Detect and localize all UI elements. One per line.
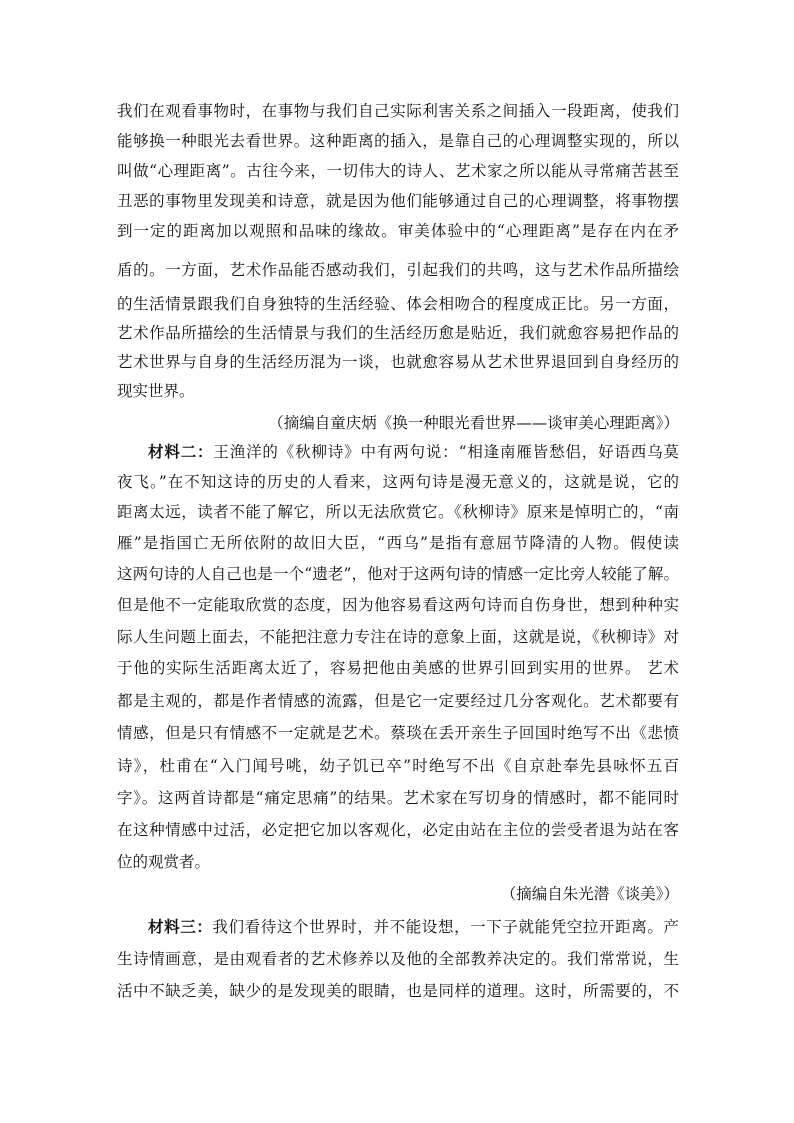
body-line: 现实世界。 — [117, 382, 195, 400]
body-line: 叫做“心理距离”。古往今来，一切伟大的诗人、艺术家之所以能从寻常痛苦甚至 — [117, 162, 679, 180]
body-text: 王渔洋的《秋柳诗》中有两句说：“相逢南雁皆愁侣，好语西乌莫 — [213, 443, 679, 461]
body-line: 雁”是指国亡无所依附的故旧大臣，“西乌”是指有意屈节降清的人物。假使读 — [117, 534, 679, 552]
body-line: 情感，但是只有情感不一定就是艺术。蔡琰在丢开亲生子回国时绝写不出《悲愤 — [117, 724, 679, 742]
body-line: 这两句诗的人自己也是一个“遗老”，他对于这两句诗的情感一定比旁人较能了解。 — [117, 565, 679, 583]
body-line: 在这种情感中过活，必定把它加以客观化，必定由站在主位的尝受者退为站在客 — [117, 821, 679, 839]
source-citation: （摘编自朱光潜《谈美》） — [500, 885, 679, 903]
material-label: 材料二： — [148, 442, 214, 461]
body-line: 盾的。一方面，艺术作品能否感动我们，引起我们的共鸣，这与艺术作品所描绘 — [117, 261, 679, 279]
body-line: 位的观赏者。 — [117, 853, 211, 871]
body-text: 我们看待这个世界时，并不能设想，一下子就能凭空拉开距离。产 — [212, 918, 679, 936]
body-line: 艺术世界与自身的生活经历混为一谈，也就愈容易从艺术世界退回到自身经历的 — [117, 353, 679, 371]
body-line: 的生活情景跟我们自身独特的生活经验、体会相吻合的程度成正比。另一方面， — [117, 295, 679, 313]
body-line: 但是他不一定能取欣赏的态度，因为他容易看这两句诗而自伤身世，想到种种实 — [117, 596, 679, 614]
material-heading-line — [148, 442, 679, 462]
body-line: 到一定的距离加以观照和品味的缘故。审美体验中的“心理距离”是存在内在矛 — [117, 222, 679, 240]
body-line: 夜飞。”在不知这诗的历史的人看来，这两句诗是漫无意义的，这就是说，它的 — [117, 473, 679, 491]
body-line: 艺术作品所描绘的生活情景与我们的生活经历愈是贴近，我们就愈容易把作品的 — [117, 324, 679, 342]
body-line: 生诗情画意，是由观看者的艺术修养以及他的全部教养决定的。我们常常说，生 — [117, 950, 679, 968]
body-line: 诗》，杜甫在“入门闻号咷，幼子饥已卒”时绝写不出《自京赴奉先县咏怀五百 — [117, 757, 679, 775]
body-line: 于他的实际生活距离太近了，容易把他由美感的世界引回到实用的世界。 艺术 — [117, 659, 679, 677]
body-line: 都是主观的，都是作者情感的流露，但是它一定要经过几分客观化。艺术都要有 — [117, 692, 679, 710]
body-line: 丑恶的事物里发现美和诗意，就是因为他们能够通过自己的心理调整，将事物摆 — [117, 192, 679, 210]
body-line: 字》。这两首诗都是“痛定思痛”的结果。艺术家在写切身的情感时，都不能同时 — [117, 789, 679, 807]
material-heading-line — [148, 917, 679, 937]
body-line: 我们在观看事物时，在事物与我们自己实际利害关系之间插入一段距离，使我们 — [117, 102, 679, 120]
body-line: 活中不缺乏美，缺少的是发现美的眼睛，也是同样的道理。这时，所需要的，不 — [117, 982, 679, 1000]
source-citation: （摘编自童庆炳《换一种眼光看世界——谈审美心理距离》） — [268, 414, 679, 432]
body-line: 能够换一种眼光去看世界。这种距离的插入，是靠自己的心理调整实现的，所以 — [117, 132, 679, 150]
body-line: 距离太远，读者不能了解它，所以无法欣赏它。《秋柳诗》原来是悼明亡的，“南 — [117, 503, 679, 521]
body-line: 际人生问题上面去，不能把注意力专注在诗的意象上面，这就是说，《秋柳诗》对 — [117, 628, 679, 646]
material-label: 材料三： — [148, 917, 213, 936]
